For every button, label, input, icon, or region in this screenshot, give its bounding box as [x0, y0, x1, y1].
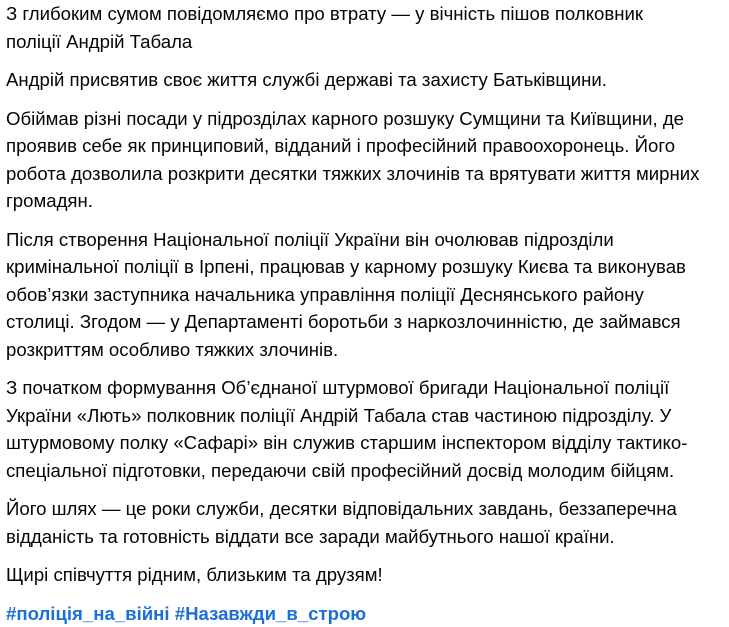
- paragraph-line: Андрій присвятив своє життя службі державі та захисту Батьківщини.: [6, 66, 722, 94]
- post-paragraph: [6, 66, 722, 94]
- paragraph-line: кримінальної поліції в Ірпені, працював у карному розшуку Києва та виконував: [6, 253, 722, 281]
- post-paragraph: [6, 226, 722, 364]
- paragraph-line: Його шлях — це роки служби, десятки відповідальних завдань, беззаперечна: [6, 495, 722, 523]
- hashtag-link[interactable]: #Назавжди_в_строю: [175, 603, 366, 624]
- post-text: [6, 0, 722, 589]
- paragraph-line: штурмовому полку «Сафарі» він служив старшим інспектором відділу тактико-: [6, 429, 722, 457]
- paragraph-line: громадян.: [6, 187, 722, 215]
- post-paragraph: [6, 374, 722, 484]
- post-paragraph: [6, 0, 722, 55]
- paragraph-line: робота дозволила розкрити десятки тяжких злочинів та врятувати життя мирних: [6, 160, 722, 188]
- post-paragraph: [6, 495, 722, 550]
- paragraph-line: Після створення Національної поліції України він очолював підрозділи: [6, 226, 722, 254]
- paragraph-line: України «Лють» полковник поліції Андрій Табала став частиною підрозділу. У: [6, 402, 722, 430]
- post-paragraph: [6, 105, 722, 215]
- hashtags-row: [6, 600, 722, 627]
- paragraph-line: З глибоким сумом повідомляємо про втрату — у вічність пішов полковник: [6, 0, 722, 28]
- paragraph-line: З початком формування Об’єднаної штурмової бригади Національної поліції: [6, 374, 722, 402]
- paragraph-line: спеціальної підготовки, передаючи свій професійний досвід молодим бійцям.: [6, 457, 722, 485]
- paragraph-line: відданість та готовність віддати все заради майбутнього нашої країни.: [6, 523, 722, 551]
- hashtag-link[interactable]: #поліція_на_війні: [6, 603, 170, 624]
- paragraph-line: столиці. Згодом — у Департаменті боротьби з наркозлочинністю, де займався: [6, 308, 722, 336]
- paragraph-line: поліції Андрій Табала: [6, 28, 722, 56]
- paragraph-line: розкриттям особливо тяжких злочинів.: [6, 336, 722, 364]
- post-body: [6, 0, 722, 627]
- paragraph-line: Щирі співчуття рідним, близьким та друзям!: [6, 561, 722, 589]
- paragraph-line: Обіймав різні посади у підрозділах карного розшуку Сумщини та Київщини, де: [6, 105, 722, 133]
- post-paragraph: [6, 561, 722, 589]
- paragraph-line: проявив себе як принциповий, відданий і професійний правоохоронець. Його: [6, 132, 722, 160]
- paragraph-line: обов’язки заступника начальника управління поліції Деснянського району: [6, 281, 722, 309]
